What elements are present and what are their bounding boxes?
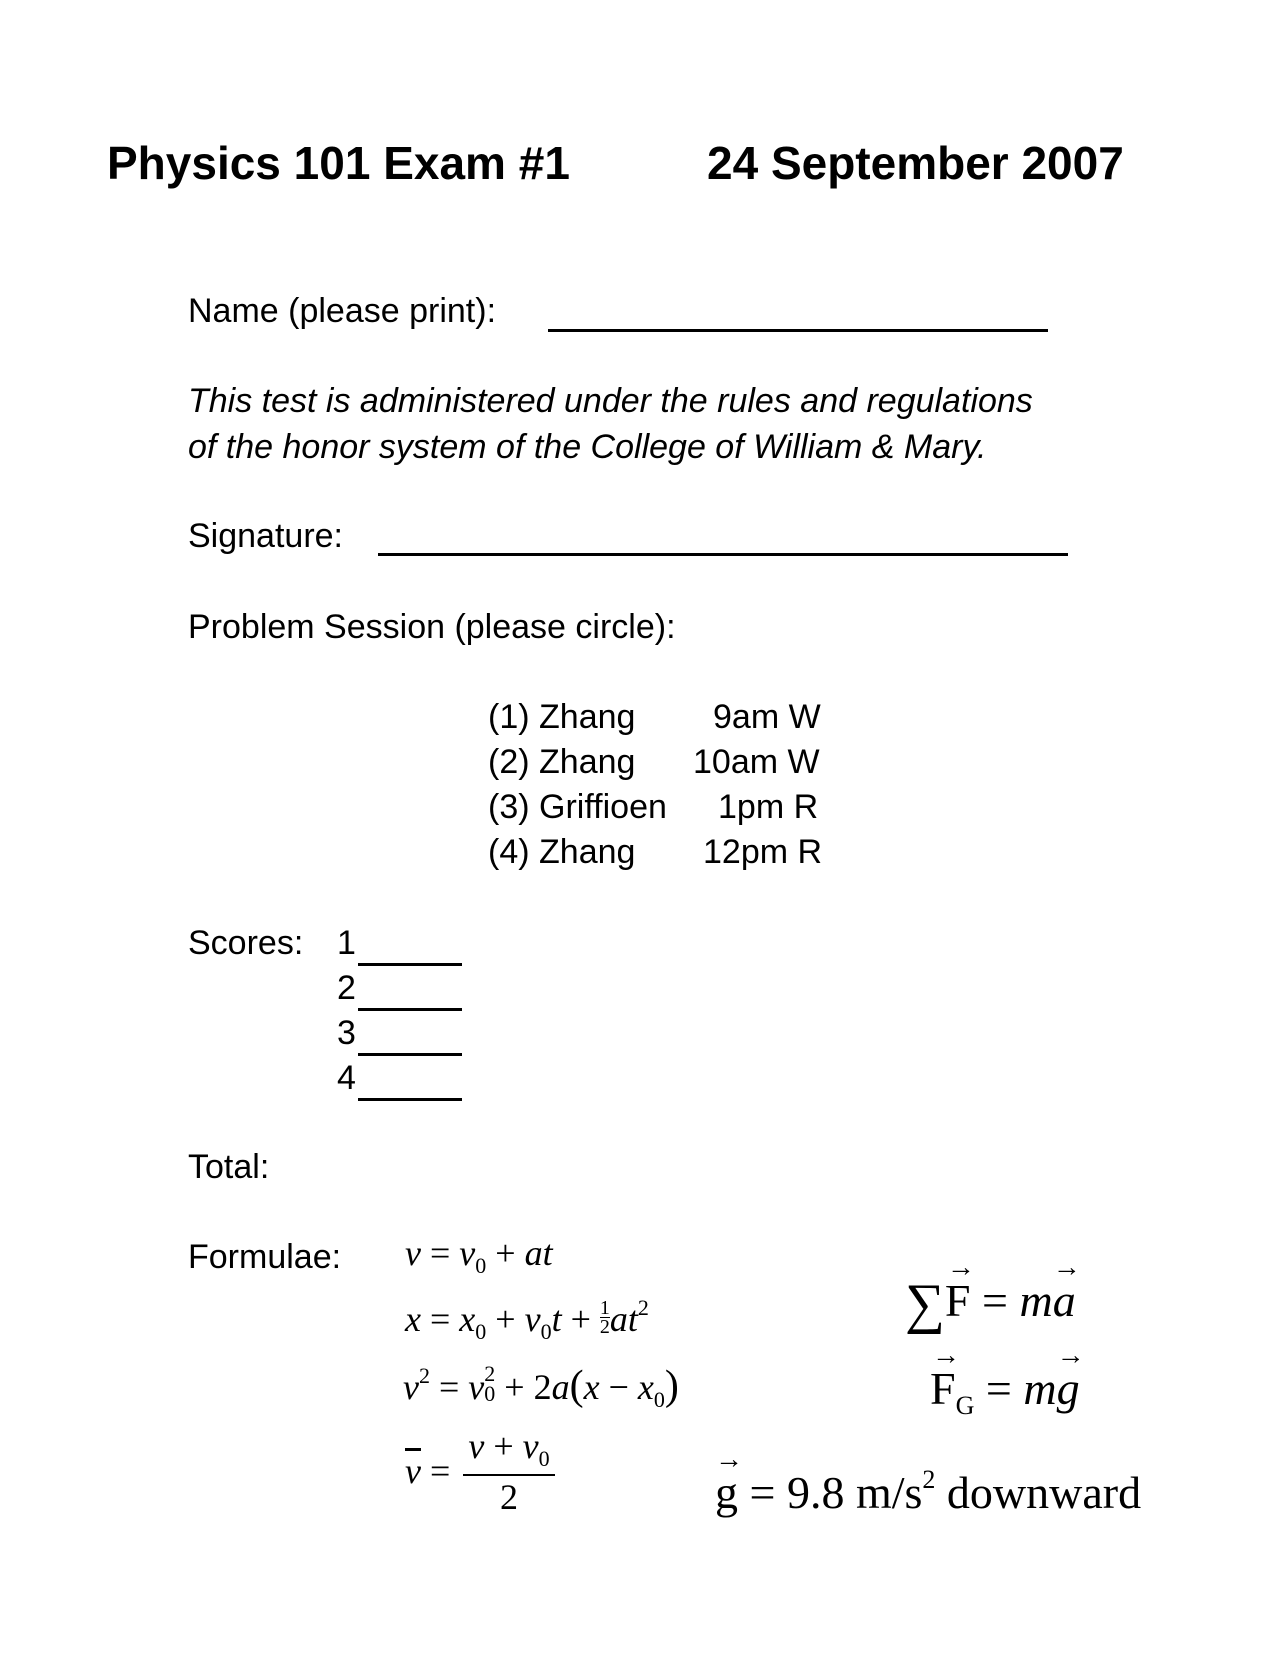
session-option[interactable] [488, 788, 667, 827]
problem-session-label: Problem Session (please circle): [188, 608, 676, 646]
name-input-line[interactable] [548, 329, 1048, 332]
honor-statement-line-1: This test is administered under the rules and regulations [188, 382, 1033, 420]
session-option-name: Griffioen [539, 788, 667, 826]
score-input-line[interactable] [358, 1053, 462, 1056]
fraction-denominator: 2 [500, 1477, 518, 1517]
total-label: Total: [188, 1148, 270, 1186]
formula-position: $x = x_0 + v_0t$ + $\frac{1}{2}$ $at^2$ [405, 1295, 649, 1344]
score-number: 1 [337, 924, 356, 962]
formulae-label: Formulae: [188, 1238, 342, 1276]
formula-average-velocity: $\overline{v}$ = [405, 1451, 451, 1491]
session-option-name: Zhang [539, 698, 636, 736]
session-option-time: 9am W [713, 698, 821, 736]
session-option[interactable] [488, 743, 635, 782]
formula-newton-second-law: ∑F → = ma → [905, 1252, 1081, 1335]
formula-gravity-value: g → = 9.8 $m/s^2$ downward [715, 1444, 1142, 1518]
session-option-time: 12pm R [703, 833, 823, 871]
session-option-id: (4) [488, 833, 530, 871]
exam-date: 24 September 2007 [707, 137, 1124, 189]
honor-statement-line-2: of the honor system of the College of William & Mary. [188, 428, 987, 466]
formula-velocity-squared: $v^2 = v$ 2 0 + $2a(x - x_0)$ [403, 1361, 679, 1412]
session-option-name: Zhang [539, 833, 636, 871]
session-option-id: (2) [488, 743, 530, 781]
session-option-time: 1pm R [718, 788, 819, 826]
formula-velocity: $v = v_0$ + at [405, 1233, 553, 1278]
score-input-line[interactable] [358, 1008, 462, 1011]
session-option-name: Zhang [539, 743, 636, 781]
formula-average-velocity-fraction: $v + v_0$ 2 [463, 1425, 555, 1518]
gravity-units: m/s [855, 1467, 923, 1518]
score-input-line[interactable] [358, 1098, 462, 1101]
gravity-direction: downward [946, 1467, 1142, 1518]
scores-label: Scores: [188, 924, 304, 962]
session-option-id: (1) [488, 698, 530, 736]
signature-label: Signature: [188, 517, 343, 555]
score-number: 2 [337, 969, 356, 1007]
score-number: 4 [337, 1059, 356, 1097]
score-number: 3 [337, 1014, 356, 1052]
signature-input-line[interactable] [378, 553, 1068, 556]
session-option-id: (3) [488, 788, 530, 826]
formula-gravity-force: F → $_G$ = mg → [930, 1340, 1085, 1420]
session-option[interactable] [488, 833, 635, 872]
score-input-line[interactable] [358, 963, 462, 966]
session-option[interactable] [488, 698, 635, 737]
exam-title: Physics 101 Exam #1 [107, 137, 570, 189]
name-label: Name (please print): [188, 292, 497, 330]
gravity-value: 9.8 [786, 1467, 845, 1518]
session-option-time: 10am W [693, 743, 820, 781]
